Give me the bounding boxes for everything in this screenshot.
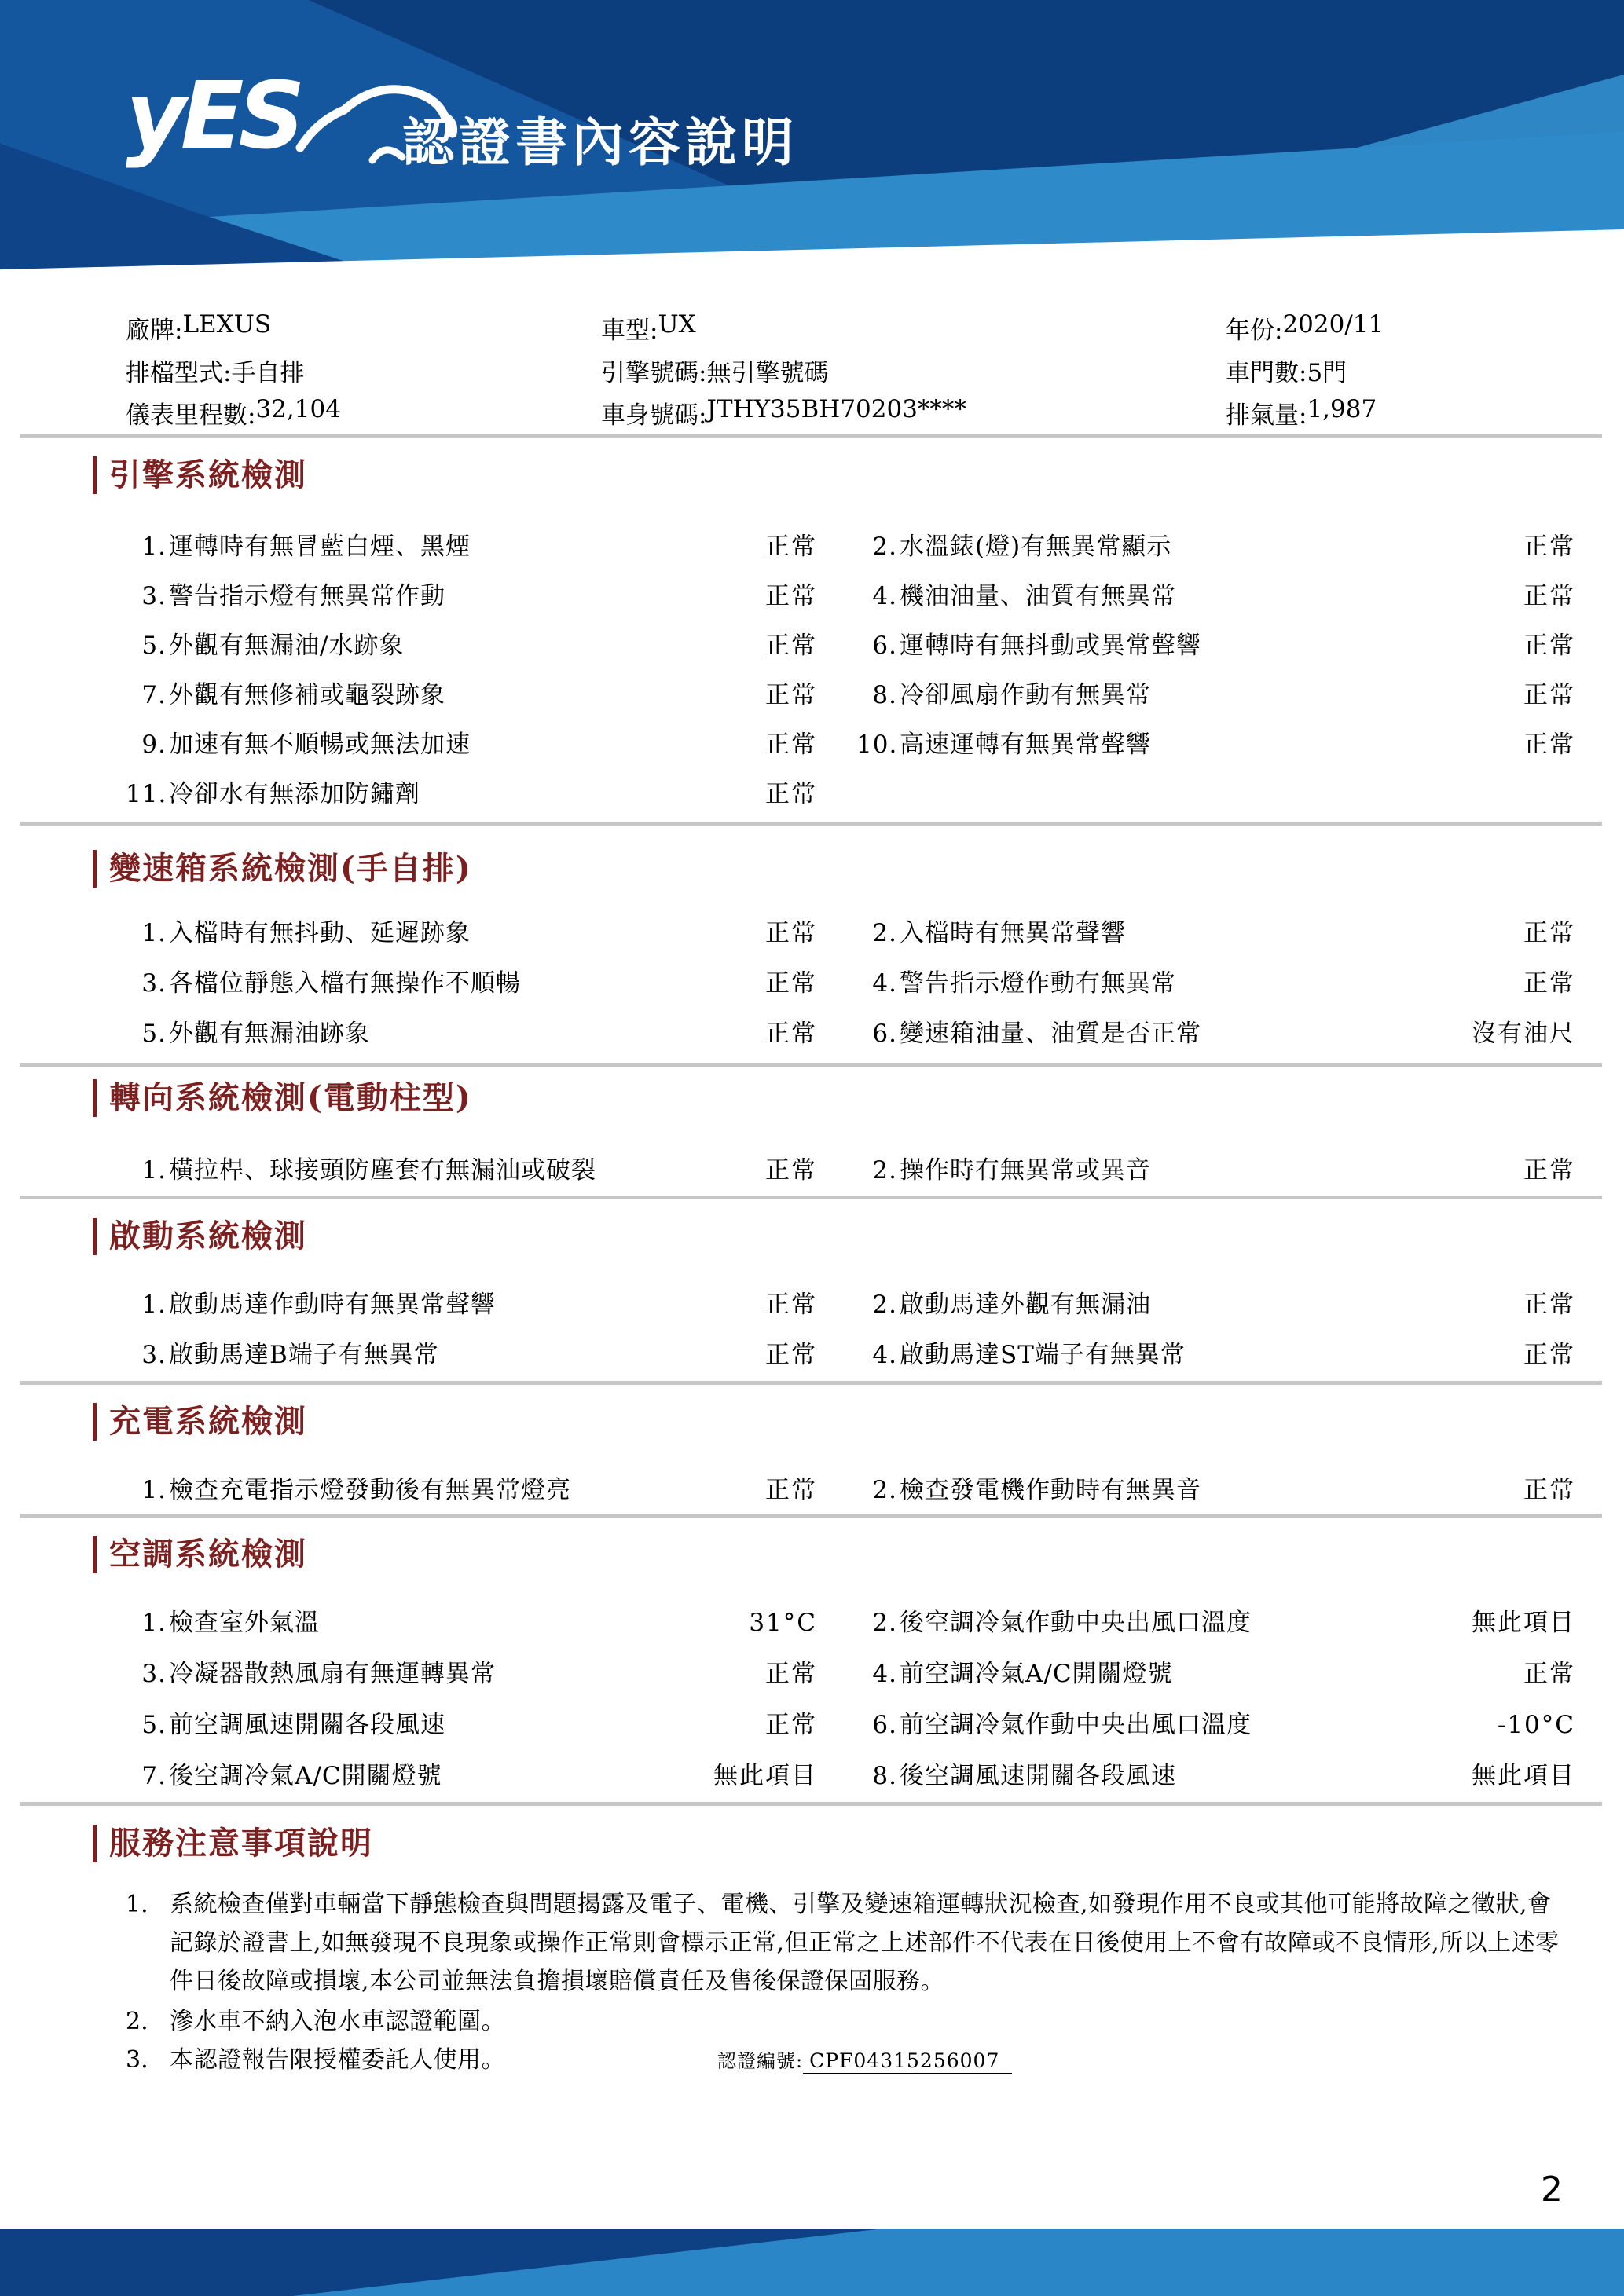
item-number: 2.	[872, 1475, 897, 1504]
item-text: 機油油量、油質有無異常	[900, 582, 1176, 610]
field-value: LEXUS	[182, 309, 272, 339]
item-number: 5.	[141, 632, 167, 660]
field-value: 2020/11	[1282, 309, 1384, 339]
item-number: 1.	[141, 1475, 167, 1504]
check-row	[126, 1697, 1575, 1748]
check-item	[126, 1756, 817, 1791]
field-label: 車門數:	[1226, 358, 1307, 387]
field-label: 儀表里程數:	[126, 401, 256, 430]
item-number: 2.	[872, 918, 897, 947]
note-number: 2.	[126, 2008, 148, 2035]
field-value: JTHY35BH70203****	[706, 394, 966, 423]
item-result: 正常	[765, 1290, 817, 1319]
note-text-body: 本認證報告限授權委託人使用。	[170, 2046, 505, 2074]
section-ac-items	[126, 1595, 1575, 1799]
field-label: 廠牌:	[126, 316, 183, 345]
check-item	[856, 1150, 1575, 1185]
item-number: 1.	[141, 918, 167, 947]
page-title: 認證書內容說明	[402, 112, 798, 173]
check-item	[126, 774, 817, 809]
item-result: 正常	[1523, 533, 1575, 561]
check-item	[126, 1335, 817, 1370]
item-text: 操作時有無異常或異音	[900, 1155, 1151, 1185]
divider	[20, 1514, 1602, 1518]
check-row	[126, 519, 1575, 569]
check-row	[126, 955, 1575, 1005]
check-row	[126, 1276, 1575, 1327]
item-number: 2.	[872, 533, 897, 561]
item-number: 6.	[872, 632, 897, 660]
item-result: 31°C	[749, 1609, 817, 1637]
item-number: 4.	[872, 582, 897, 610]
field-doors	[1226, 353, 1575, 388]
item-result: 正常	[1523, 582, 1575, 610]
field-value: 無引擎號碼	[706, 358, 829, 387]
item-number: 1.	[141, 1290, 167, 1319]
vehicle-info-row	[126, 349, 1575, 391]
item-number: 6.	[872, 1711, 897, 1739]
item-result: 正常	[765, 1155, 817, 1185]
item-text: 後空調冷氣A/C開關燈號	[169, 1762, 442, 1790]
check-item	[856, 913, 1575, 948]
item-text: 檢查發電機作動時有無異音	[900, 1475, 1201, 1504]
footer-dark-shape	[0, 2229, 1624, 2296]
item-text: 外觀有無漏油跡象	[169, 1019, 370, 1048]
item-result: 正常	[765, 1475, 817, 1504]
field-value: 32,104	[255, 394, 341, 423]
item-result: 正常	[765, 1660, 817, 1688]
item-number: 4.	[872, 1340, 897, 1369]
item-number: 3.	[141, 969, 167, 998]
item-text: 警告指示燈作動有無異常	[900, 969, 1176, 998]
check-item	[856, 1013, 1575, 1049]
item-text: 運轉時有無抖動或異常聲響	[900, 632, 1201, 660]
item-number: 1.	[141, 1609, 167, 1637]
field-label: 引擎號碼:	[601, 358, 707, 387]
item-number: 7.	[141, 681, 167, 709]
field-value: 1,987	[1307, 394, 1377, 423]
item-text: 前空調冷氣作動中央出風口溫度	[900, 1711, 1252, 1739]
item-number: 6.	[872, 1019, 897, 1048]
item-text: 變速箱油量、油質是否正常	[900, 1019, 1201, 1048]
check-item	[126, 1602, 817, 1638]
item-result: 正常	[1523, 918, 1575, 947]
section-engine-items	[126, 519, 1575, 816]
vehicle-info-row	[126, 306, 1575, 349]
check-row	[126, 767, 1575, 816]
item-result: 無此項目	[713, 1762, 817, 1790]
divider	[20, 1063, 1602, 1067]
check-row	[126, 1748, 1575, 1799]
item-text: 啟動馬達ST端子有無異常	[900, 1340, 1186, 1369]
field-year	[1226, 310, 1575, 346]
field-value: 手自排	[231, 358, 305, 387]
check-item	[856, 1335, 1575, 1370]
check-row	[126, 1142, 1575, 1192]
item-text: 高速運轉有無異常聲響	[900, 731, 1151, 759]
item-text: 前空調冷氣A/C開關燈號	[900, 1660, 1173, 1688]
note-text	[170, 2041, 1561, 2081]
check-item	[856, 1470, 1575, 1505]
item-result: 正常	[1523, 1660, 1575, 1688]
item-text: 水溫錶(燈)有無異常顯示	[900, 533, 1172, 561]
item-text: 啟動馬達作動時有無異常聲響	[169, 1290, 496, 1319]
item-number: 2.	[872, 1155, 897, 1185]
item-result: 正常	[765, 1019, 817, 1048]
item-result: 正常	[1523, 632, 1575, 660]
item-number: 1.	[141, 1155, 167, 1185]
cert-number-label: 認證編號:	[717, 2050, 804, 2072]
item-number: 11.	[126, 780, 167, 808]
check-row	[126, 1646, 1575, 1697]
section-title-steering: 轉向系統檢測(電動柱型)	[93, 1079, 472, 1117]
check-item	[126, 1150, 817, 1185]
field-mileage	[126, 395, 601, 430]
divider	[20, 1802, 1602, 1806]
check-item	[126, 724, 817, 760]
section-title-ac: 空調系統檢測	[93, 1536, 307, 1573]
item-number: 4.	[872, 1660, 897, 1688]
item-result: 正常	[1523, 969, 1575, 998]
item-result: 正常	[1523, 1340, 1575, 1369]
field-label: 車身號碼:	[601, 401, 707, 430]
check-row	[126, 1595, 1575, 1646]
note-item	[126, 2041, 1561, 2081]
field-engine-no	[601, 353, 1226, 388]
item-number: 3.	[141, 1660, 167, 1688]
check-item	[856, 1284, 1575, 1320]
item-result: 沒有油尺	[1472, 1019, 1575, 1048]
item-text: 前空調風速開關各段風速	[169, 1711, 445, 1739]
item-result: 正常	[1523, 1475, 1575, 1504]
check-item	[856, 675, 1575, 710]
footer-banner	[0, 2229, 1624, 2296]
item-number: 2.	[872, 1609, 897, 1637]
item-result: 正常	[765, 731, 817, 759]
item-text: 運轉時有無冒藍白煙、黑煙	[169, 533, 471, 561]
check-item	[126, 675, 817, 710]
check-item	[126, 1653, 817, 1689]
item-result: 正常	[765, 969, 817, 998]
item-result: 正常	[765, 533, 817, 561]
item-text: 冷卻水有無添加防鏽劑	[169, 780, 420, 808]
check-item	[856, 526, 1575, 562]
item-number: 7.	[141, 1762, 167, 1790]
note-text: 系統檢查僅對車輛當下靜態檢查與問題揭露及電子、電機、引擎及變速箱運轉狀況檢查,如發現作用不良或其他可能將故障之徵狀,會記錄於證書上,如無發現不良現象或操作正常則會標示正常,但正常之上述部件不代表在日後使用上不會有故障或不良情形,所以上述零件日後故障或損壞,本公司並無法負擔損壞賠償責任及售後保證保固服務。	[170, 1891, 1560, 1995]
item-result: 正常	[765, 780, 817, 808]
check-item	[856, 1653, 1575, 1689]
section-title-engine: 引擎系統檢測	[93, 456, 307, 494]
check-item	[126, 963, 817, 998]
check-row	[126, 668, 1575, 717]
item-result: 無此項目	[1472, 1762, 1575, 1790]
check-item	[126, 1470, 817, 1505]
field-transmission	[126, 353, 601, 388]
item-text: 檢查室外氣溫	[169, 1609, 320, 1637]
item-number: 3.	[141, 1340, 167, 1369]
vehicle-info-row	[126, 391, 1575, 434]
check-item	[126, 1284, 817, 1320]
item-number: 8.	[872, 1762, 897, 1790]
section-steering-items	[126, 1142, 1575, 1192]
check-item	[126, 913, 817, 948]
item-number: 10.	[856, 731, 898, 759]
item-result: -10°C	[1497, 1711, 1575, 1739]
item-text: 入檔時有無抖動、延遲跡象	[169, 918, 471, 947]
item-number: 4.	[872, 969, 897, 998]
service-notes	[126, 1885, 1561, 2081]
note-item	[126, 1885, 1561, 2001]
item-result: 正常	[1523, 731, 1575, 759]
item-text: 後空調風速開關各段風速	[900, 1762, 1176, 1790]
divider	[20, 1196, 1602, 1199]
item-number: 5.	[141, 1019, 167, 1048]
check-item	[856, 1602, 1575, 1638]
item-text: 啟動馬達B端子有無異常	[169, 1340, 439, 1369]
item-result: 正常	[765, 918, 817, 947]
check-row	[126, 569, 1575, 618]
check-item	[856, 724, 1575, 760]
page-number: 2	[1541, 2170, 1563, 2210]
field-value: 5門	[1307, 358, 1347, 387]
field-value: UX	[658, 309, 696, 339]
item-number: 9.	[141, 731, 167, 759]
divider	[20, 434, 1602, 438]
note-text: 滲水車不納入泡水車認證範圍。	[170, 2008, 505, 2035]
section-title-service-notes: 服務注意事項說明	[93, 1825, 373, 1862]
check-item	[126, 1705, 817, 1740]
item-result: 正常	[1523, 681, 1575, 709]
cert-number-value: CPF04315256007	[803, 2049, 1012, 2074]
field-label: 年份:	[1226, 316, 1283, 345]
item-text: 入檔時有無異常聲響	[900, 918, 1126, 947]
section-starting-items	[126, 1276, 1575, 1377]
item-result: 無此項目	[1472, 1609, 1575, 1637]
item-text: 各檔位靜態入檔有無操作不順暢	[169, 969, 521, 998]
check-row	[126, 1462, 1575, 1512]
item-number: 1.	[141, 533, 167, 561]
field-displacement	[1226, 395, 1575, 430]
field-vin	[601, 395, 1226, 430]
item-result: 正常	[765, 632, 817, 660]
check-item	[126, 526, 817, 562]
section-title-starting: 啟動系統檢測	[93, 1218, 307, 1255]
check-item	[856, 963, 1575, 998]
yes-logo-text: yES	[126, 61, 300, 170]
field-model	[601, 310, 1226, 346]
section-charging-items	[126, 1462, 1575, 1512]
check-item	[126, 576, 817, 611]
divider	[20, 822, 1602, 826]
field-brand	[126, 310, 601, 346]
check-item	[856, 576, 1575, 611]
field-label: 車型:	[601, 316, 658, 345]
check-row	[126, 905, 1575, 955]
field-label: 排檔型式:	[126, 358, 232, 387]
section-title-charging: 充電系統檢測	[93, 1403, 307, 1441]
note-item	[126, 2002, 1561, 2041]
header-banner	[0, 0, 1624, 287]
item-text: 外觀有無修補或龜裂跡象	[169, 681, 445, 709]
item-text: 後空調冷氣作動中央出風口溫度	[900, 1609, 1252, 1637]
item-text: 檢查充電指示燈發動後有無異常燈亮	[169, 1475, 571, 1504]
note-number: 3.	[126, 2046, 148, 2074]
item-text: 加速有無不順暢或無法加速	[169, 731, 471, 759]
check-item	[856, 1705, 1575, 1740]
check-item	[126, 625, 817, 661]
item-text: 橫拉桿、球接頭防塵套有無漏油或破裂	[169, 1155, 596, 1185]
item-result: 正常	[1523, 1155, 1575, 1185]
note-number: 1.	[126, 1891, 148, 1918]
item-result: 正常	[765, 1711, 817, 1739]
item-number: 5.	[141, 1711, 167, 1739]
check-item	[856, 625, 1575, 661]
item-text: 警告指示燈有無異常作動	[169, 582, 445, 610]
check-row	[126, 1327, 1575, 1377]
item-number: 3.	[141, 582, 167, 610]
section-transmission-items	[126, 905, 1575, 1056]
check-row	[126, 717, 1575, 767]
item-number: 8.	[872, 681, 897, 709]
section-title-transmission: 變速箱系統檢測(手自排)	[93, 850, 472, 888]
check-item	[126, 1013, 817, 1049]
divider	[20, 1381, 1602, 1385]
item-text: 啟動馬達外觀有無漏油	[900, 1290, 1151, 1319]
field-label: 排氣量:	[1226, 401, 1307, 430]
check-row	[126, 618, 1575, 668]
item-result: 正常	[765, 1340, 817, 1369]
item-text: 冷凝器散熱風扇有無運轉異常	[169, 1660, 496, 1688]
item-number: 2.	[872, 1290, 897, 1319]
item-result: 正常	[1523, 1290, 1575, 1319]
check-item	[856, 1756, 1575, 1791]
vehicle-info	[126, 306, 1575, 434]
item-text: 冷卻風扇作動有無異常	[900, 681, 1151, 709]
item-text: 外觀有無漏油/水跡象	[169, 632, 405, 660]
check-row	[126, 1005, 1575, 1056]
item-result: 正常	[765, 582, 817, 610]
item-result: 正常	[765, 681, 817, 709]
